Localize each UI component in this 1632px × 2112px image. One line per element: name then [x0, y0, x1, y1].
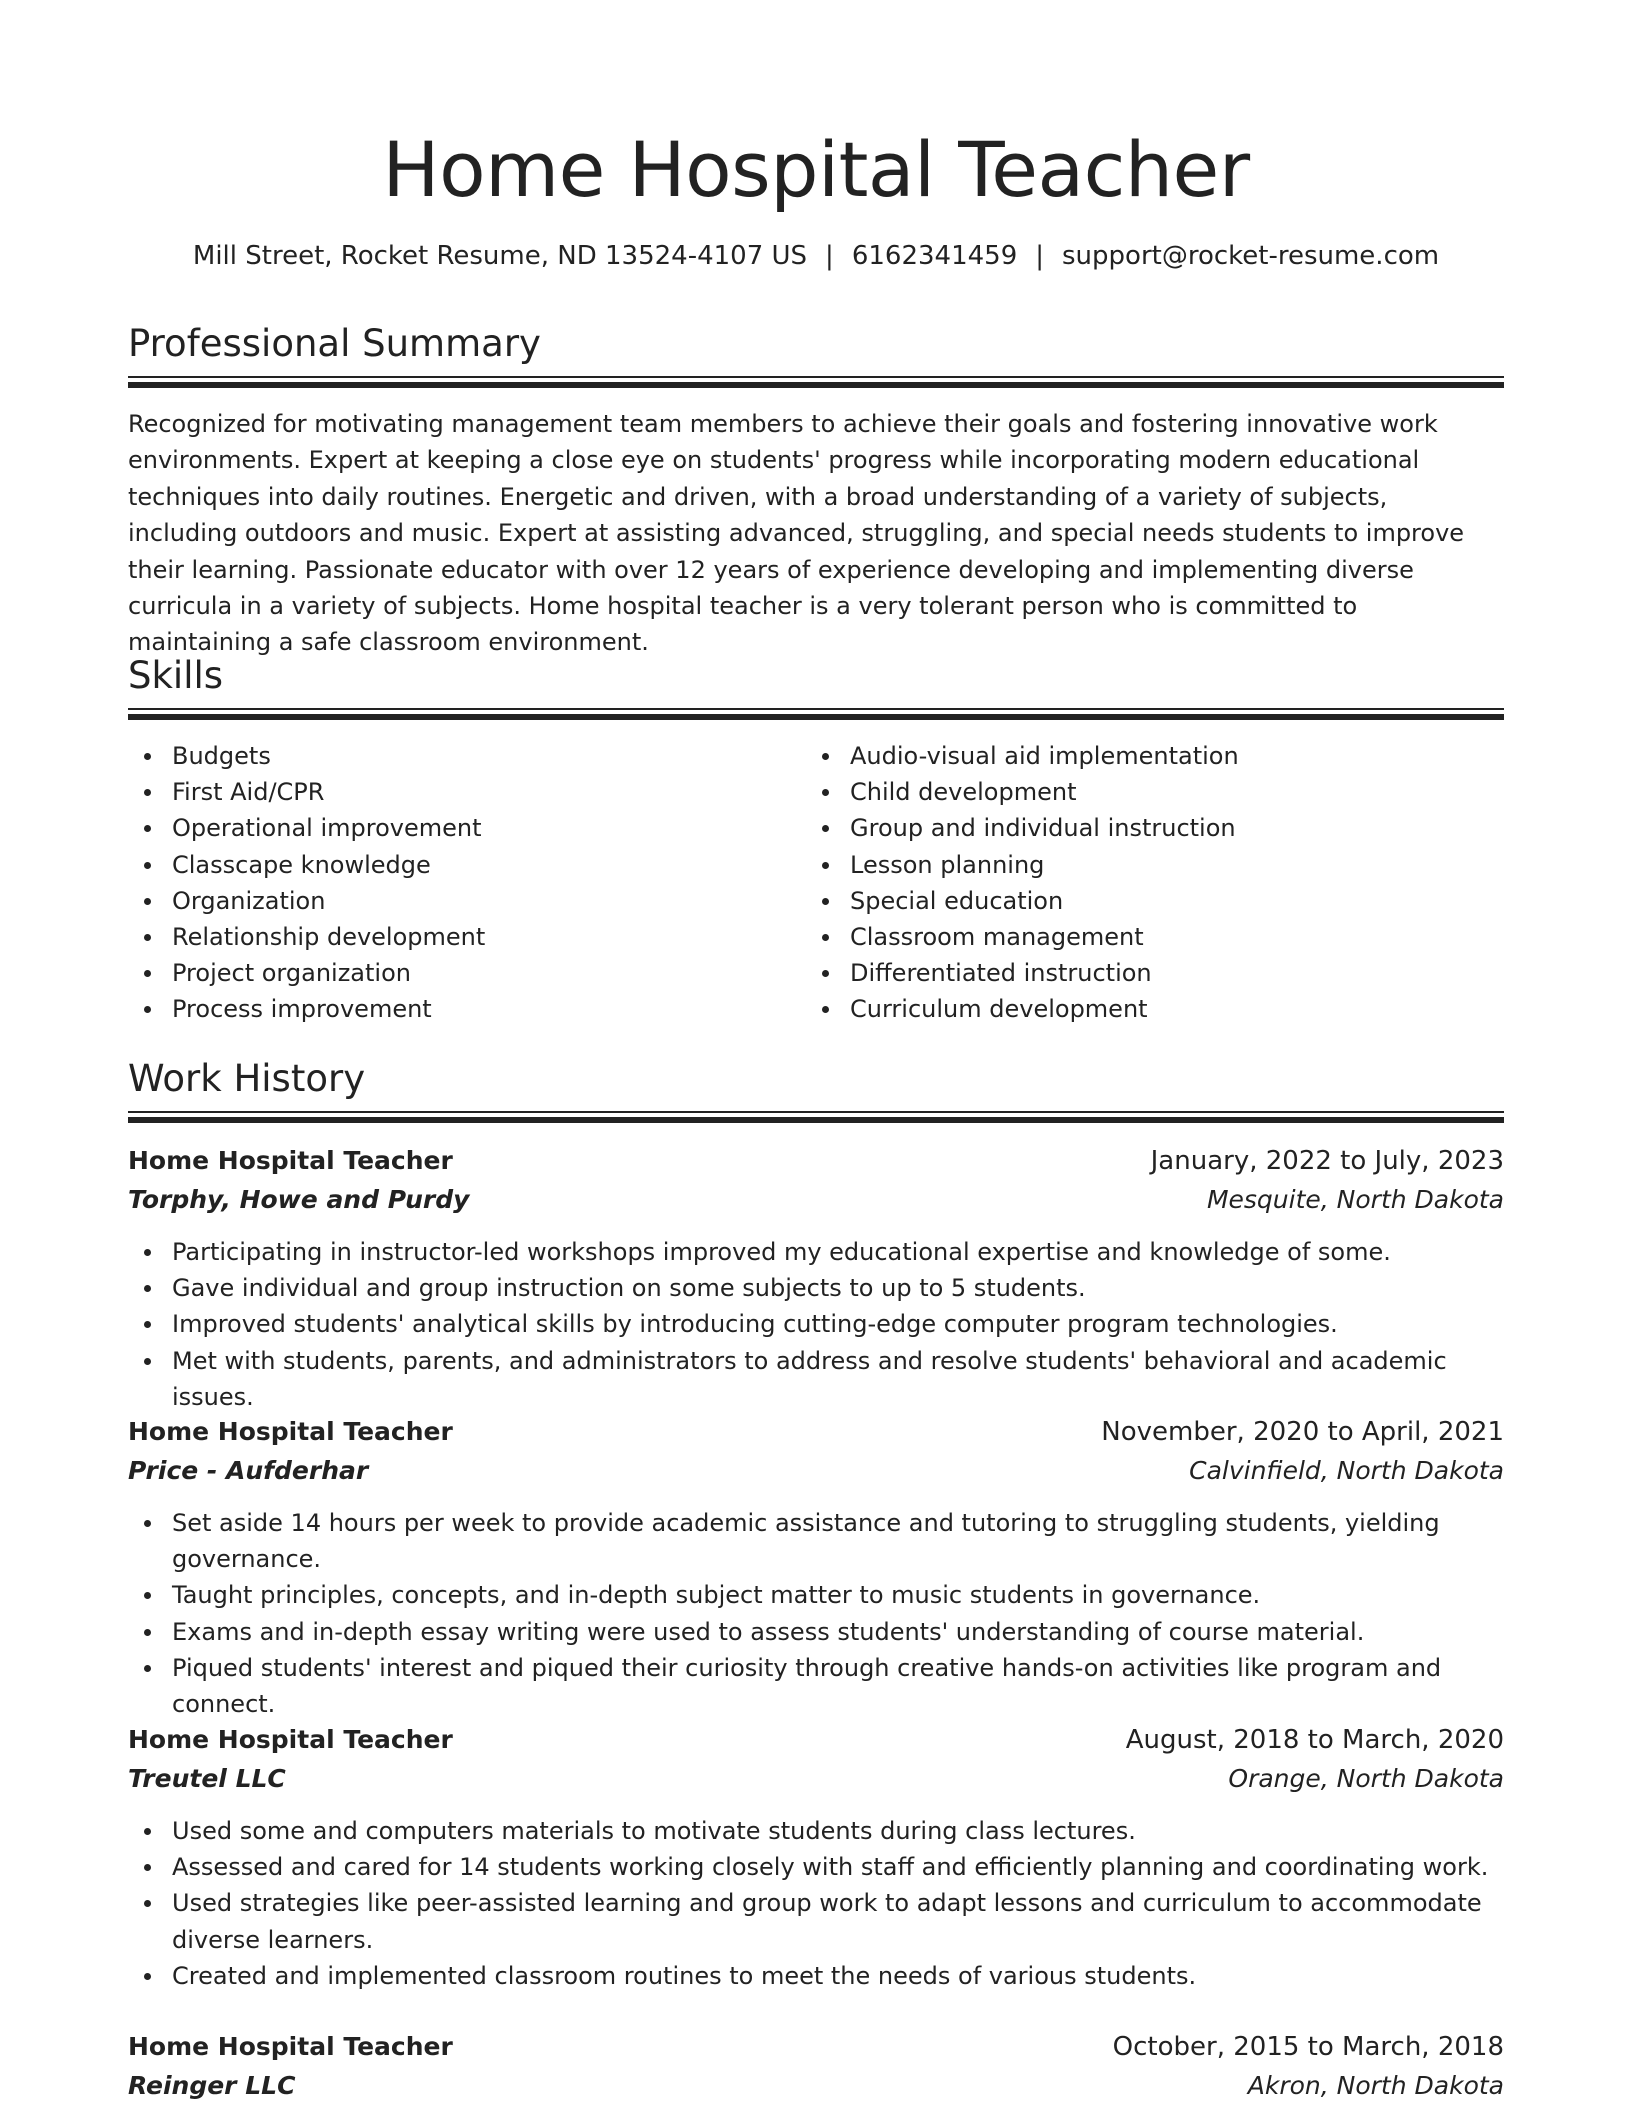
skills-list-left	[128, 738, 806, 1028]
skill-item: Child development	[806, 774, 1484, 810]
job-duty-item: Used strategies like peer-assisted learning and group work to adapt lessons and curriculum to accommodate diverse learners.	[128, 1885, 1504, 1957]
skill-item: Project organization	[128, 955, 806, 991]
job-location: Mesquite, North Dakota	[1206, 1185, 1504, 1214]
section-divider	[128, 708, 1504, 720]
job-dates: November, 2020 to April, 2021	[1101, 1417, 1504, 1447]
job-header-row	[128, 1141, 1504, 1181]
job-duty-item: Taught principles, concepts, and in-depth subject matter to music students in governance.	[128, 1577, 1504, 1613]
skill-item: Organization	[128, 883, 806, 919]
job-location: Calvinfield, North Dakota	[1189, 1456, 1504, 1485]
job-dates: October, 2015 to March, 2018	[1112, 2032, 1504, 2062]
skill-item: Group and individual instruction	[806, 810, 1484, 846]
resume-name: Home Hospital Teacher	[382, 125, 1250, 214]
skill-item: Process improvement	[128, 991, 806, 1027]
skill-item: Differentiated instruction	[806, 955, 1484, 991]
skill-item: First Aid/CPR	[128, 774, 806, 810]
job-location: Akron, North Dakota	[1247, 2071, 1504, 2100]
contact-separator: |	[825, 241, 834, 271]
job-duties-list	[128, 1813, 1504, 1994]
job-duties-list	[128, 1234, 1504, 1415]
skill-item: Classroom management	[806, 919, 1484, 955]
work-history-heading: Work History	[128, 1057, 366, 1100]
contact-email: support@rocket-resume.com	[1062, 241, 1440, 271]
contact-separator: |	[1035, 241, 1044, 271]
contact-phone: 6162341459	[851, 241, 1018, 271]
job-entry	[128, 2027, 1504, 2105]
contact-address: Mill Street, Rocket Resume, ND 13524-4107 US	[192, 241, 808, 271]
job-company-row	[128, 1760, 1504, 1798]
skill-item: Curriculum development	[806, 991, 1484, 1027]
job-duty-item: Met with students, parents, and administrators to address and resolve students' behavioral and academic issues.	[128, 1343, 1504, 1415]
job-duty-item: Piqued students' interest and piqued their curiosity through creative hands-on activities like program and connect.	[128, 1650, 1504, 1722]
job-header-row	[128, 1412, 1504, 1452]
job-dates: August, 2018 to March, 2020	[1125, 1725, 1504, 1755]
job-duty-item: Created and implemented classroom routines to meet the needs of various students.	[128, 1958, 1504, 1994]
skill-item: Classcape knowledge	[128, 847, 806, 883]
skill-item: Relationship development	[128, 919, 806, 955]
skill-item: Lesson planning	[806, 847, 1484, 883]
job-entry	[128, 1412, 1504, 1722]
summary-text: Recognized for motivating management team members to achieve their goals and fostering innovative work environments. Expert at keeping a close eye on students' progress while incorporating modern educational techniques into daily routines. Energetic and driven, with a broad understanding of a variety of subjects, including outdoors and music. Expert at assisting advanced, struggling, and special needs students to improve their learning. Passionate educator with over 12 years of experience developing and implementing diverse curricula in a variety of subjects. Home hospital teacher is a very tolerant person who is committed to maintaining a safe classroom environment.	[128, 410, 1465, 657]
skills-columns	[128, 738, 1504, 1028]
job-header-row	[128, 2027, 1504, 2067]
summary-heading: Professional Summary	[128, 322, 541, 365]
job-title: Home Hospital Teacher	[128, 2032, 453, 2061]
job-entry	[128, 1720, 1504, 1994]
job-entry	[128, 1141, 1504, 1415]
skill-item: Operational improvement	[128, 810, 806, 846]
skills-list-right	[806, 738, 1484, 1028]
skill-item: Audio-visual aid implementation	[806, 738, 1484, 774]
job-dates: January, 2022 to July, 2023	[1150, 1146, 1504, 1176]
job-company: Torphy, Howe and Purdy	[128, 1185, 470, 1214]
job-header-row	[128, 1720, 1504, 1760]
contact-line	[128, 238, 1504, 274]
job-title: Home Hospital Teacher	[128, 1417, 453, 1446]
job-duty-item: Participating in instructor-led workshops improved my educational expertise and knowledge of some.	[128, 1234, 1504, 1270]
job-duty-item: Assessed and cared for 14 students working closely with staff and efficiently planning and coordinating work.	[128, 1849, 1504, 1885]
section-divider	[128, 376, 1504, 388]
job-company-row	[128, 1181, 1504, 1219]
skills-heading: Skills	[128, 654, 224, 697]
job-title: Home Hospital Teacher	[128, 1146, 453, 1175]
job-duty-item: Improved students' analytical skills by introducing cutting-edge computer program technologies.	[128, 1306, 1504, 1342]
job-location: Orange, North Dakota	[1228, 1764, 1504, 1793]
job-duty-item: Set aside 14 hours per week to provide academic assistance and tutoring to struggling students, yielding governance.	[128, 1505, 1504, 1577]
job-company: Treutel LLC	[128, 1764, 286, 1793]
job-company: Price - Aufderhar	[128, 1456, 369, 1485]
job-duty-item: Exams and in-depth essay writing were used to assess students' understanding of course material.	[128, 1614, 1504, 1650]
job-title: Home Hospital Teacher	[128, 1725, 453, 1754]
section-divider	[128, 1111, 1504, 1123]
skill-item: Special education	[806, 883, 1484, 919]
job-duty-item: Used some and computers materials to motivate students during class lectures.	[128, 1813, 1504, 1849]
job-company: Reinger LLC	[128, 2071, 296, 2100]
skill-item: Budgets	[128, 738, 806, 774]
job-company-row	[128, 2067, 1504, 2105]
job-duties-list	[128, 1505, 1504, 1722]
job-company-row	[128, 1452, 1504, 1490]
job-duty-item: Gave individual and group instruction on some subjects to up to 5 students.	[128, 1270, 1504, 1306]
